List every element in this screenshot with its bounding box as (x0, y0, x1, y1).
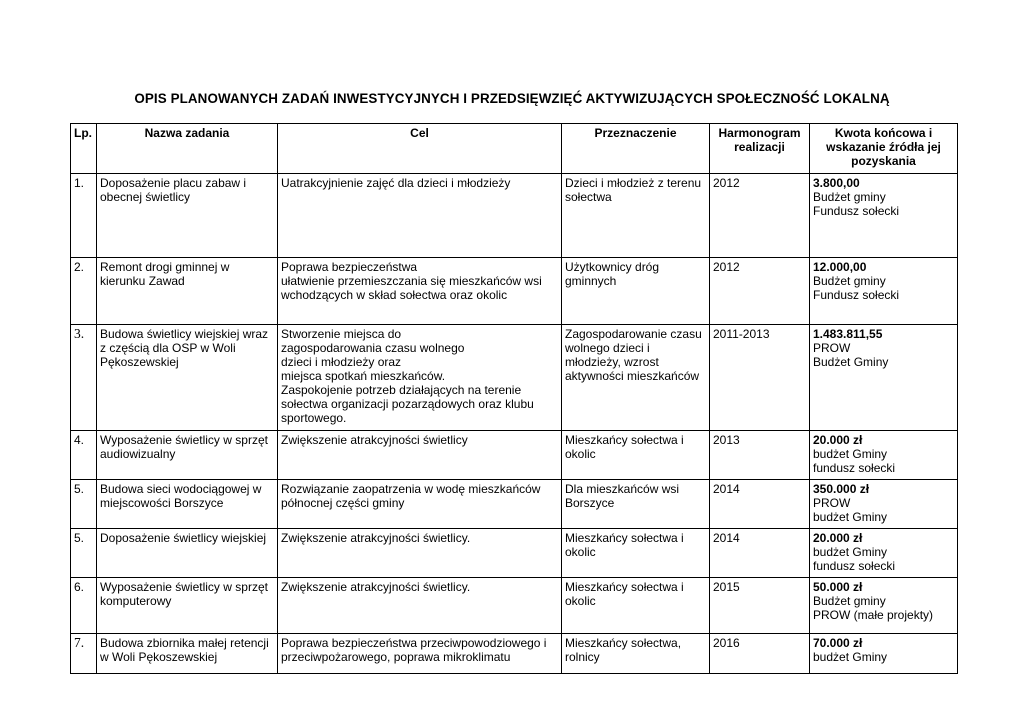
cell-text-line: Budowa zbiornika małej retencji (100, 636, 269, 650)
cell-nazwa (97, 325, 278, 431)
cell-nazwa (97, 634, 278, 674)
amount-value: 12.000,00 (813, 260, 867, 274)
cell-kwota (810, 325, 958, 431)
cell-text-line: Dla mieszkańców wsi (565, 482, 680, 496)
funding-source: Budżet gminy (813, 190, 886, 204)
cell-kwota (810, 480, 958, 529)
cell-nazwa (97, 431, 278, 480)
cell-przeznaczenie (562, 634, 710, 674)
header-text-line: Kwota końcowa i (834, 126, 933, 140)
funding-source: budżet Gminy (813, 510, 888, 524)
cell-lp: 2. (71, 258, 97, 325)
cell-harmonogram: 2013 (710, 431, 810, 480)
cell-text-line: Poprawa bezpieczeństwa przeciwpowodziowego i (281, 636, 547, 650)
table-row (71, 325, 958, 431)
cell-text-line: Pękoszewskiej (100, 355, 179, 369)
cell-text-line: w Woli Pękoszewskiej (100, 650, 218, 664)
cell-cel (278, 634, 562, 674)
header-przeznaczenie: Przeznaczenie (562, 124, 710, 174)
cell-cel (278, 258, 562, 325)
cell-cel (278, 325, 562, 431)
funding-source: budżet Gminy (813, 447, 888, 461)
cell-cel (278, 578, 562, 634)
cell-text-line: Zwiększenie atrakcyjności świetlicy. (281, 531, 471, 545)
cell-przeznaczenie (562, 258, 710, 325)
cell-nazwa (97, 480, 278, 529)
table-row (71, 258, 958, 325)
cell-kwota (810, 634, 958, 674)
amount-value: 50.000 zł (813, 580, 863, 594)
cell-nazwa (97, 578, 278, 634)
cell-przeznaczenie (562, 578, 710, 634)
amount-value: 20.000 zł (813, 433, 863, 447)
funding-source: Budżet gminy (813, 274, 886, 288)
funding-source: fundusz sołecki (813, 559, 896, 573)
table-row (71, 431, 958, 480)
cell-text-line: Borszyce (565, 496, 615, 510)
header-nazwa: Nazwa zadania (97, 124, 278, 174)
cell-harmonogram: 2016 (710, 634, 810, 674)
cell-text-line: okolic (565, 545, 596, 559)
cell-text-line: Poprawa bezpieczeństwa (281, 260, 418, 274)
cell-text-line: ułatwienie przemieszczania się mieszkańców wsi (281, 274, 542, 288)
cell-text-line: Budowa sieci wodociągowej w (100, 482, 262, 496)
cell-text-line: Dzieci i młodzież z terenu (565, 176, 702, 190)
cell-text-line: komputerowy (100, 594, 172, 608)
cell-text-line: młodzieży, wzrost (565, 355, 659, 369)
cell-lp: 1. (71, 174, 97, 258)
header-text-line: pozyskania (851, 154, 916, 168)
cell-text-line: miejsca spotkań mieszkańców. (281, 369, 446, 383)
cell-cel (278, 480, 562, 529)
cell-text-line: miejscowości Borszyce (100, 496, 224, 510)
amount-value: 20.000 zł (813, 531, 863, 545)
cell-cel (278, 529, 562, 578)
cell-text-line: Zwiększenie atrakcyjności świetlicy. (281, 580, 471, 594)
table-header-row (71, 124, 958, 174)
cell-lp: 4. (71, 431, 97, 480)
header-lp: Lp. (71, 124, 97, 174)
cell-text-line: północnej części gminy (281, 496, 405, 510)
table-body (71, 174, 958, 674)
funding-source: Budżet Gminy (813, 355, 889, 369)
funding-source: fundusz sołecki (813, 461, 896, 475)
cell-lp: 3. (71, 325, 97, 431)
funding-source: PROW (813, 496, 851, 510)
cell-text-line: audiowizualny (100, 447, 176, 461)
cell-przeznaczenie (562, 529, 710, 578)
cell-lp: 5. (71, 529, 97, 578)
table-row (71, 174, 958, 258)
cell-text-line: gminnych (565, 274, 617, 288)
table-row (71, 634, 958, 674)
cell-kwota (810, 529, 958, 578)
cell-harmonogram: 2011-2013 (710, 325, 810, 431)
cell-harmonogram: 2015 (710, 578, 810, 634)
cell-text-line: wchodzących w skład sołectwa oraz okolic (281, 288, 508, 302)
cell-przeznaczenie (562, 480, 710, 529)
funding-source: budżet Gminy (813, 650, 888, 664)
cell-text-line: sołectwa (565, 190, 612, 204)
cell-kwota (810, 578, 958, 634)
cell-text-line: sołectwa organizacji pozarządowych oraz klubu (281, 397, 534, 411)
cell-text-line: Wyposażenie świetlicy w sprzęt (100, 433, 268, 447)
cell-text-line: Wyposażenie świetlicy w sprzęt (100, 580, 268, 594)
cell-text-line: sportowego. (281, 411, 347, 425)
funding-source: Fundusz sołecki (813, 204, 900, 218)
cell-text-line: Mieszkańcy sołectwa i (565, 433, 684, 447)
funding-source: PROW (813, 341, 851, 355)
cell-text-line: Zagospodarowanie czasu (565, 327, 702, 341)
cell-przeznaczenie (562, 174, 710, 258)
cell-text-line: zagospodarowania czasu wolnego (281, 341, 465, 355)
header-text-line: Harmonogram (718, 126, 801, 140)
cell-harmonogram: 2012 (710, 258, 810, 325)
cell-text-line: Uatrakcyjnienie zajęć dla dzieci i młodzieży (281, 176, 511, 190)
cell-text-line: Stworzenie miejsca do (281, 327, 402, 341)
cell-cel (278, 174, 562, 258)
cell-przeznaczenie (562, 325, 710, 431)
investment-table (70, 123, 958, 674)
table-row (71, 578, 958, 634)
cell-text-line: przeciwpożarowego, poprawa mikroklimatu (281, 650, 511, 664)
amount-value: 350.000 zł (813, 482, 870, 496)
cell-nazwa (97, 174, 278, 258)
amount-value: 1.483.811,55 (813, 327, 883, 341)
page-title: OPIS PLANOWANYCH ZADAŃ INWESTYCYJNYCH I PRZEDSIĘWZIĘĆ AKTYWIZUJĄCYCH SPOŁECZNOŚĆ LOKALNĄ (134, 91, 890, 106)
cell-text-line: Mieszkańcy sołectwa i (565, 580, 684, 594)
funding-source: Budżet gminy (813, 594, 886, 608)
cell-text-line: Doposażenie świetlicy wiejskiej (100, 531, 267, 545)
cell-text-line: Zaspokojenie potrzeb działających na terenie (281, 383, 522, 397)
funding-source: Fundusz sołecki (813, 288, 900, 302)
table-row (71, 529, 958, 578)
cell-text-line: Użytkownicy dróg (565, 260, 660, 274)
cell-text-line: Rozwiązanie zaopatrzenia w wodę mieszkańców (281, 482, 541, 496)
cell-text-line: dzieci i młodzieży oraz (281, 355, 402, 369)
cell-text-line: Mieszkańcy sołectwa, (565, 636, 682, 650)
amount-value: 70.000 zł (813, 636, 863, 650)
header-text-line: wskazanie źródła jej (826, 140, 941, 154)
cell-lp: 5. (71, 480, 97, 529)
funding-source: PROW (małe projekty) (813, 608, 934, 622)
cell-harmonogram: 2014 (710, 480, 810, 529)
cell-text-line: Zwiększenie atrakcyjności świetlicy (281, 433, 468, 447)
cell-przeznaczenie (562, 431, 710, 480)
cell-text-line: z częścią dla OSP w Woli (100, 341, 236, 355)
cell-kwota (810, 431, 958, 480)
cell-text-line: Mieszkańcy sołectwa i (565, 531, 684, 545)
cell-nazwa (97, 258, 278, 325)
cell-kwota (810, 258, 958, 325)
cell-text-line: Budowa świetlicy wiejskiej wraz (100, 327, 269, 341)
cell-nazwa (97, 529, 278, 578)
header-cel: Cel (278, 124, 562, 174)
table-row (71, 480, 958, 529)
cell-cel (278, 431, 562, 480)
funding-source: budżet Gminy (813, 545, 888, 559)
cell-text-line: okolic (565, 594, 596, 608)
header-text-line: realizacji (734, 140, 785, 154)
cell-text-line: aktywności mieszkańców (565, 369, 700, 383)
cell-text-line: Remont drogi gminnej w (100, 260, 230, 274)
cell-harmonogram: 2014 (710, 529, 810, 578)
cell-text-line: wolnego dzieci i (565, 341, 650, 355)
header-harmonogram (710, 124, 810, 174)
cell-text-line: okolic (565, 447, 596, 461)
cell-kwota (810, 174, 958, 258)
cell-harmonogram: 2012 (710, 174, 810, 258)
cell-text-line: kierunku Zawad (100, 274, 185, 288)
cell-lp: 7. (71, 634, 97, 674)
amount-value: 3.800,00 (813, 176, 860, 190)
cell-text-line: obecnej świetlicy (100, 190, 191, 204)
cell-text-line: Doposażenie placu zabaw i (100, 176, 247, 190)
header-kwota (810, 124, 958, 174)
cell-text-line: rolnicy (565, 650, 600, 664)
cell-lp: 6. (71, 578, 97, 634)
